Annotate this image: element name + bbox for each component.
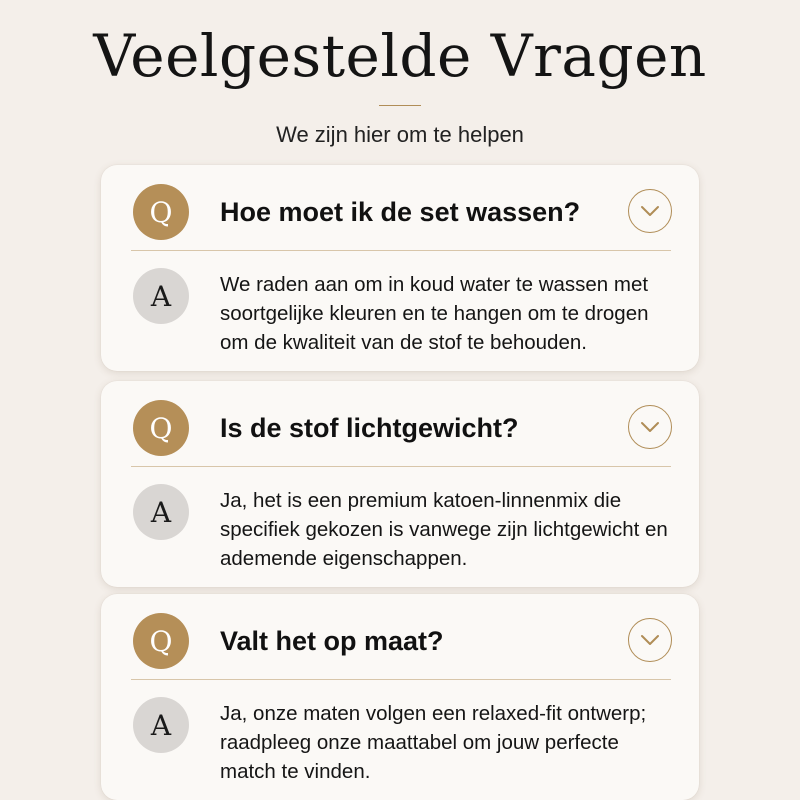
faq-question[interactable]: Hoe moet ik de set wassen? xyxy=(220,197,581,227)
faq-answer: Ja, onze maten volgen een relaxed-fit ontwerp; raadpleeg onze maattabel om jouw perfecte match te vinden. xyxy=(220,702,647,783)
faq-answer: Ja, het is een premium katoen-linnenmix die specifiek gekozen is vanwege zijn lichtgewicht en ademende eigenschappen. xyxy=(220,489,668,570)
card-divider xyxy=(131,679,671,680)
expand-toggle-button[interactable] xyxy=(628,405,672,449)
answer-badge: A xyxy=(133,697,189,753)
faq-question[interactable]: Valt het op maat? xyxy=(220,626,444,656)
answer-badge: A xyxy=(133,484,189,540)
chevron-down-icon xyxy=(640,634,660,646)
question-badge: Q xyxy=(133,613,189,669)
page-title: Veelgestelde Vragen xyxy=(93,22,707,90)
card-divider xyxy=(131,250,671,251)
answer-badge: A xyxy=(133,268,189,324)
faq-question[interactable]: Is de stof lichtgewicht? xyxy=(220,413,519,443)
faq-item-fit xyxy=(101,594,699,800)
faq-item-wash xyxy=(101,165,699,371)
chevron-down-icon xyxy=(640,421,660,433)
expand-toggle-button[interactable] xyxy=(628,618,672,662)
chevron-down-icon xyxy=(640,205,660,217)
question-badge: Q xyxy=(133,400,189,456)
expand-toggle-button[interactable] xyxy=(628,189,672,233)
faq-item-fabric xyxy=(101,381,699,587)
page-subtitle: We zijn hier om te helpen xyxy=(276,122,524,147)
title-divider xyxy=(379,105,421,106)
question-badge: Q xyxy=(133,184,189,240)
faq-answer: We raden aan om in koud water te wassen met soortgelijke kleuren en te hangen om te drogen om de kwaliteit van de stof te behouden. xyxy=(220,273,649,354)
card-divider xyxy=(131,466,671,467)
